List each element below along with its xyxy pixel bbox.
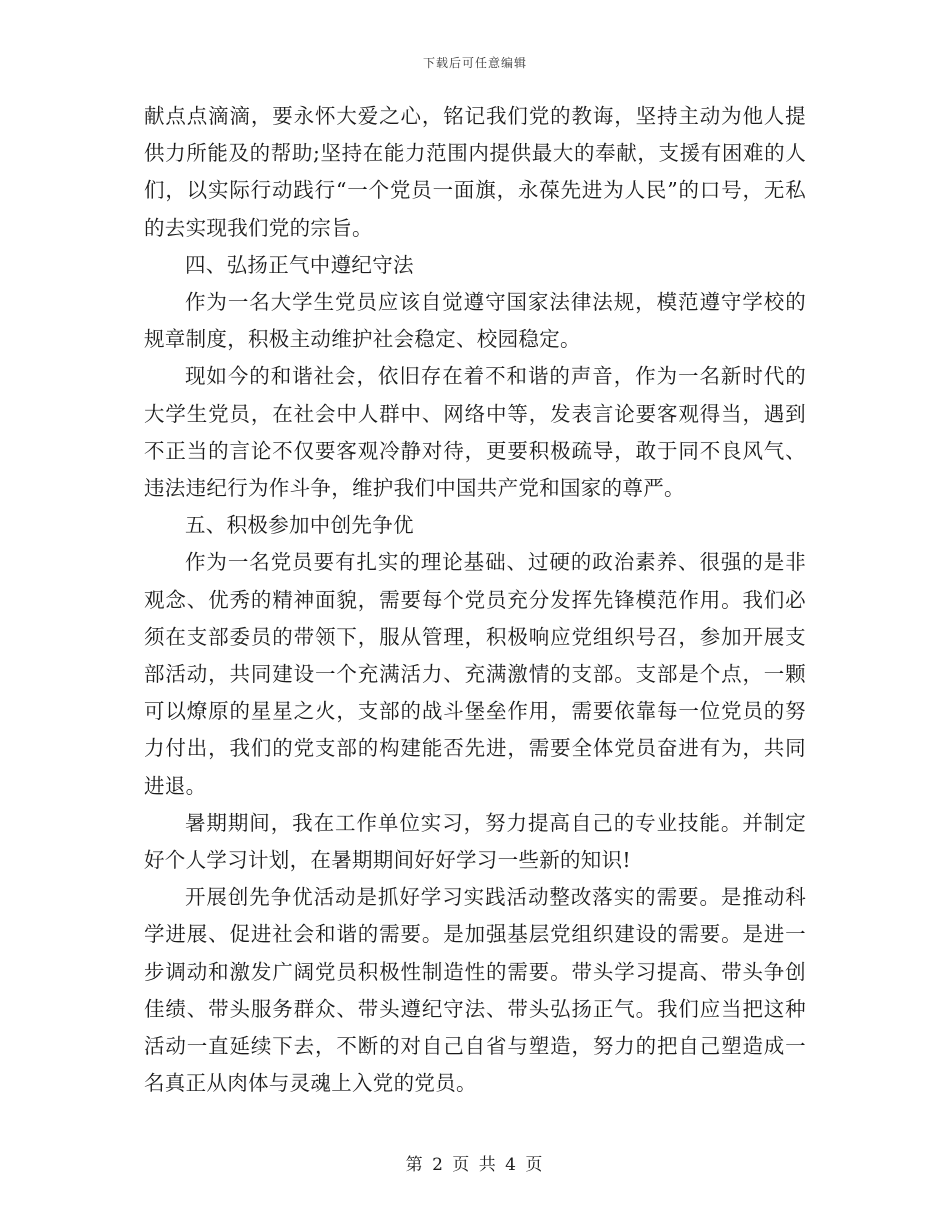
paragraph: 现如今的和谐社会，依旧存在着不和谐的声音，作为一名新时代的大学生党员，在社会中人群中、网络中等，发表言论要客观得当，遇到不正当的言论不仅要客观冷静对待，更要积极疏导，敢于同不良风气、违法违纪行为作斗争，维护我们中国共产党和国家的尊严。: [144, 364, 806, 501]
paragraph: 献点点滴滴，要永怀大爱之心，铭记我们党的教诲，坚持主动为他人提供力所能及的帮助;坚持在能力范围内提供最大的奉献，支援有困难的人们，以实际行动践行“一个党员一面旗，永葆先进为人民”的口号，无私的去实现我们党的宗旨。: [144, 104, 806, 240]
paragraph: 作为一名大学生党员应该自觉遵守国家法律法规，模范遵守学校的规章制度，积极主动维护社会稳定、校园稳定。: [144, 290, 806, 352]
paragraph: 暑期期间，我在工作单位实习，努力提高自己的专业技能。并制定好个人学习计划，在暑期期间好好学习一些新的知识!: [144, 810, 806, 873]
section-heading: 四、弘扬正气中遵纪守法: [185, 252, 414, 277]
page-header: 下载后可任意编辑: [422, 56, 527, 70]
page-footer: 第 2 页 共 4 页: [405, 1155, 545, 1175]
paragraph: 开展创先争优活动是抓好学习实践活动整改落实的需要。是推动科学进展、促进社会和谐的需要。是加强基层党组织建设的需要。是进一步调动和激发广阔党员积极性制造性的需要。带头学习提高、带头争创佳绩、带头服务群众、带头遵纪守法、带头弘扬正气。我们应当把这种活动一直延续下去，不断的对自己自省与塑造，努力的把自己塑造成一名真正从肉体与灵魂上入党的党员。: [144, 885, 806, 1096]
document-body: [144, 98, 806, 1102]
section-heading: 五、积极参加中创先争优: [185, 513, 414, 538]
paragraph: 作为一名党员要有扎实的理论基础、过硬的政治素养、很强的是非观念、优秀的精神面貌，需要每个党员充分发挥先锋模范作用。我们必须在支部委员的带领下，服从管理，积极响应党组织号召，参加开展支部活动，共同建设一个充满活力、充满激情的支部。支部是个点，一颗可以燎原的星星之火，支部的战斗堡垒作用，需要依靠每一位党员的努力付出，我们的党支部的构建能否先进，需要全体党员奋进有为，共同进退。: [144, 550, 806, 798]
